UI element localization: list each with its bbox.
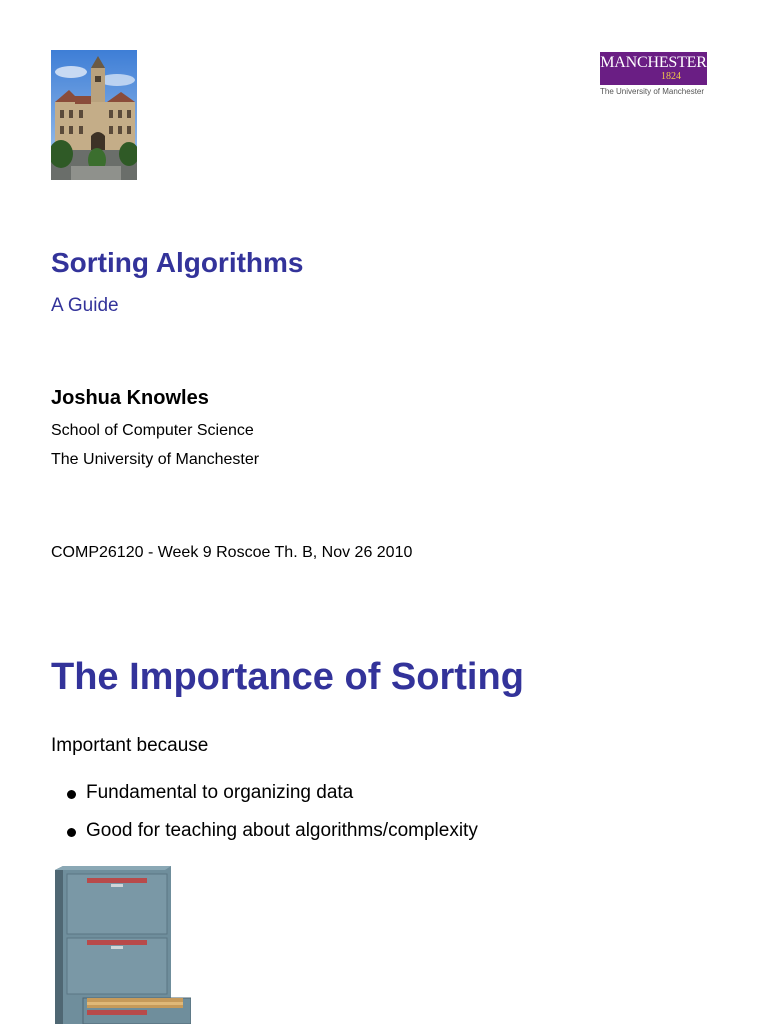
bullet-text: Good for teaching about algorithms/complexity [86, 820, 478, 841]
course-info: COMP26120 - Week 9 Roscoe Th. B, Nov 26 2010 [51, 544, 413, 561]
bullet-dot-icon [67, 828, 76, 837]
section-intro: Important because [51, 735, 209, 756]
author-university: The University of Manchester [51, 451, 260, 468]
logo-subtitle: The University of Manchester [600, 87, 705, 96]
university-building-photo [51, 50, 137, 180]
presentation-title: Sorting Algorithms [51, 247, 304, 278]
bullet-text: Fundamental to organizing data [86, 782, 354, 803]
presentation-subtitle: A Guide [51, 295, 119, 316]
section-heading: The Importance of Sorting [51, 656, 524, 698]
university-logo [600, 52, 707, 85]
author-name: Joshua Knowles [51, 387, 209, 409]
bullet-item [67, 782, 353, 804]
filing-cabinet-image [53, 864, 191, 1024]
author-school: School of Computer Science [51, 422, 254, 439]
logo-year: 1824 [661, 71, 681, 82]
logo-wordmark: MANCHESTER [600, 54, 707, 71]
bullet-dot-icon [67, 790, 76, 799]
bullet-item [67, 820, 478, 842]
